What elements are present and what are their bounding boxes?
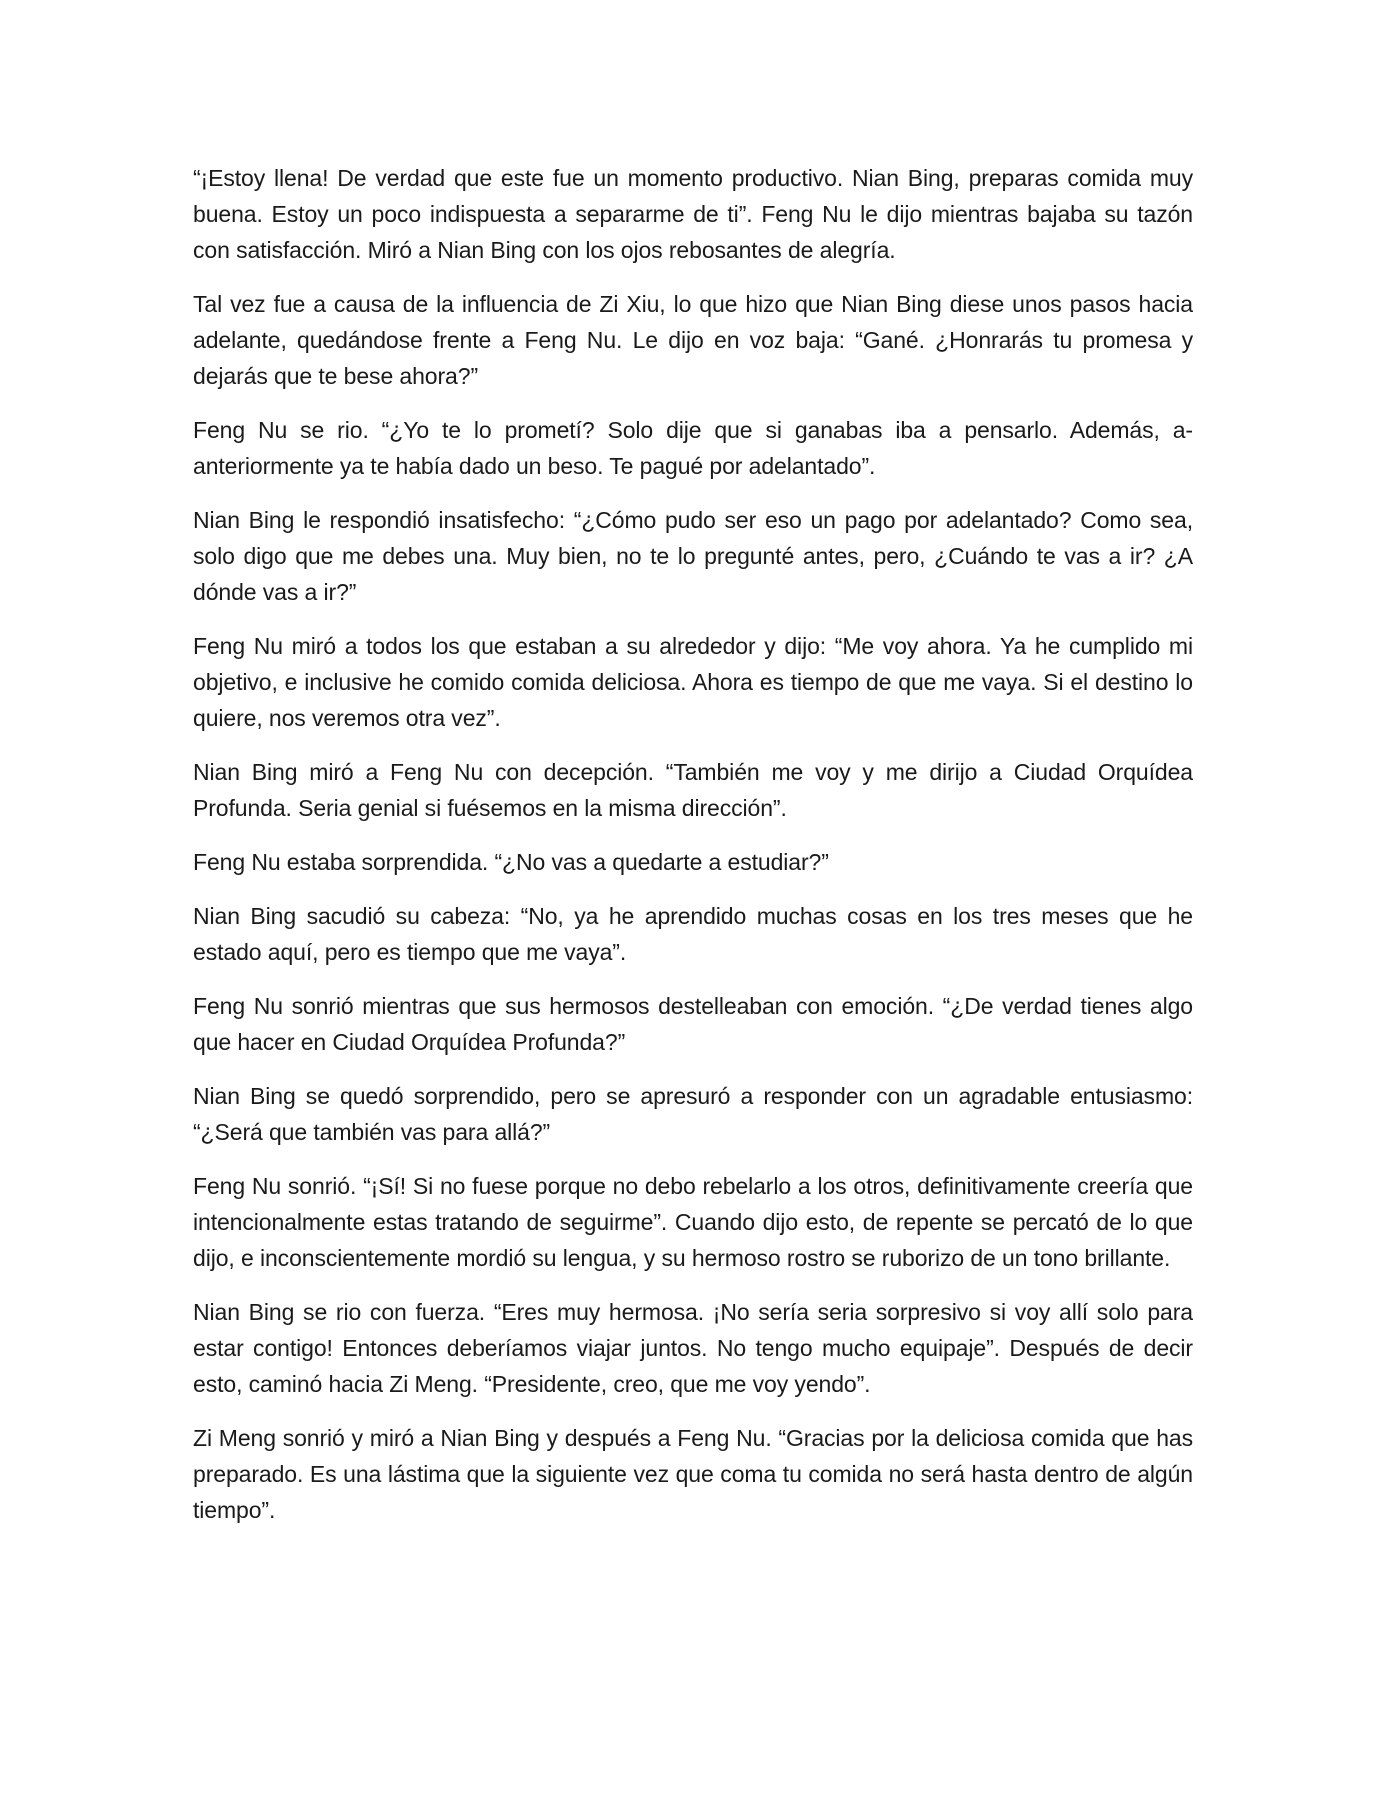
paragraph-8: Nian Bing sacudió su cabeza: “No, ya he aprendido muchas cosas en los tres meses que he estado aquí, pero es tiempo que me vaya”. bbox=[193, 903, 1193, 965]
paragraph-4: Nian Bing le respondió insatisfecho: “¿Cómo pudo ser eso un pago por adelantado? Como sea, solo digo que me debes una. Muy bien, no te lo pregunté antes, pero, ¿Cuándo te vas a ir? ¿A dónde vas a ir?” bbox=[193, 507, 1193, 605]
paragraph-2: Tal vez fue a causa de la influencia de Zi Xiu, lo que hizo que Nian Bing diese unos pasos hacia adelante, quedándose frente a Feng Nu. Le dijo en voz baja: “Gané. ¿Honrarás tu promesa y dejarás que te bese ahora?” bbox=[193, 291, 1193, 389]
paragraph-7: Feng Nu estaba sorprendida. “¿No vas a quedarte a estudiar?” bbox=[193, 849, 829, 875]
paragraph-10: Nian Bing se quedó sorprendido, pero se apresuró a responder con un agradable entusiasmo: “¿Será que también vas para allá?” bbox=[193, 1083, 1193, 1145]
paragraph-11: Feng Nu sonrió. “¡Sí! Si no fuese porque no debo rebelarlo a los otros, definitivamente creería que intencionalmente estas tratando de seguirme”. Cuando dijo esto, de repente se percató de lo que dijo, e inconscientemente mordió su lengua, y su hermoso rostro se ruborizo de un tono brillante. bbox=[193, 1173, 1193, 1271]
paragraph-13: Zi Meng sonrió y miró a Nian Bing y después a Feng Nu. “Gracias por la deliciosa comida que has preparado. Es una lástima que la siguiente vez que coma tu comida no será hasta dentro de algún tiempo”. bbox=[193, 1425, 1193, 1523]
paragraph-1: “¡Estoy llena! De verdad que este fue un momento productivo. Nian Bing, preparas comida muy buena. Estoy un poco indispuesta a separarme de ti”. Feng Nu le dijo mientras bajaba su tazón con satisfacción. Miró a Nian Bing con los ojos rebosantes de alegría. bbox=[193, 165, 1193, 263]
paragraph-3: Feng Nu se rio. “¿Yo te lo prometí? Solo dije que si ganabas iba a pensarlo. Además, a-anteriormente ya te había dado un beso. Te pagué por adelantado”. bbox=[193, 417, 1193, 479]
paragraph-6: Nian Bing miró a Feng Nu con decepción. “También me voy y me dirijo a Ciudad Orquídea Profunda. Seria genial si fuésemos en la misma dirección”. bbox=[193, 759, 1193, 821]
paragraph-5: Feng Nu miró a todos los que estaban a su alrededor y dijo: “Me voy ahora. Ya he cumplido mi objetivo, e inclusive he comido comida deliciosa. Ahora es tiempo de que me vaya. Si el destino lo quiere, nos veremos otra vez”. bbox=[193, 633, 1193, 731]
paragraph-12: Nian Bing se rio con fuerza. “Eres muy hermosa. ¡No sería seria sorpresivo si voy allí solo para estar contigo! Entonces deberíamos viajar juntos. No tengo mucho equipaje”. Después de decir esto, caminó hacia Zi Meng. “Presidente, creo, que me voy yendo”. bbox=[193, 1299, 1193, 1397]
paragraph-9: Feng Nu sonrió mientras que sus hermosos destelleaban con emoción. “¿De verdad tienes algo que hacer en Ciudad Orquídea Profunda?” bbox=[193, 993, 1193, 1055]
document-body bbox=[193, 160, 1193, 1546]
